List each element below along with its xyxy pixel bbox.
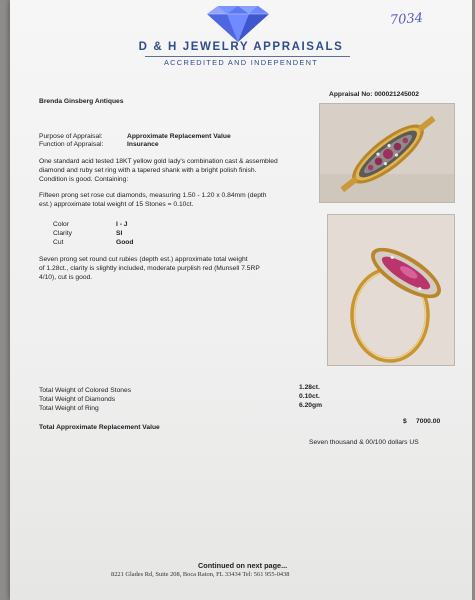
appraisal-number: Appraisal No: 000021245002	[329, 91, 419, 98]
grade-label: Clarity	[53, 230, 72, 237]
ring-top-view-image	[320, 104, 454, 202]
replacement-words: Seven thousand & 00/100 dollars US	[309, 439, 419, 446]
grade-value: SI	[116, 230, 123, 237]
rubies-line-1: Seven prong set round cut rubies (depth est.) approximate total weight	[39, 256, 248, 263]
purpose-label: Purpose of Appraisal:	[39, 133, 103, 140]
diamonds-line-1: Fifteen prong set rose cut diamonds, measuring 1.50 - 1.20 x 0.84mm (depth	[39, 192, 267, 199]
rubies-line-3: 4/10), cut is good.	[39, 274, 93, 281]
grade-label: Cut	[53, 239, 64, 246]
function-label: Function of Appraisal:	[39, 141, 104, 148]
total-value: 6.20gm	[299, 402, 323, 409]
total-label: Total Weight of Diamonds	[39, 396, 116, 403]
total-value: 0.10ct.	[299, 393, 320, 400]
diamond-logo-icon	[205, 5, 271, 43]
ring-side-view-image	[328, 215, 454, 365]
company-name: D & H JEWELRY APPRAISALS	[138, 41, 344, 53]
appraisal-document	[10, 0, 472, 600]
header-divider	[145, 56, 350, 57]
total-value: 1.28ct.	[299, 384, 320, 391]
function-value: Insurance	[127, 141, 159, 148]
description-line-2: diamond and ruby set ring with a tapered shank with a bright polish finish.	[39, 167, 257, 174]
company-tagline: ACCREDITED AND INDEPENDENT	[163, 58, 319, 67]
grade-label: Color	[53, 221, 69, 228]
description-line-3: Condition is good. Containing:	[39, 176, 129, 183]
ring-photo-side	[327, 214, 455, 366]
grade-value: I - J	[116, 221, 128, 228]
continued-note: Continued on next page...	[198, 561, 288, 570]
purpose-value: Approximate Replacement Value	[127, 133, 231, 140]
description-line-1: One standard acid tested 18KT yellow gold lady's combination cast & assembled	[39, 158, 278, 165]
replacement-amount: 7000.00	[416, 418, 441, 425]
replacement-label: Total Approximate Replacement Value	[39, 424, 160, 431]
diamonds-line-2: est.) approximate total weight of 15 Stones = 0.10ct.	[39, 201, 194, 208]
client-name: Brenda Ginsberg Antiques	[39, 98, 124, 105]
footer-address: 8221 Glades Rd, Suite 208, Boca Raton, FL 33434 Tel: 561 955-0438	[111, 571, 290, 578]
total-label: Total Weight of Colored Stones	[39, 387, 132, 394]
grade-value: Good	[116, 239, 134, 246]
ring-photo-top	[319, 103, 455, 203]
currency-symbol: $	[403, 418, 407, 425]
handwritten-number: 7034	[389, 10, 424, 29]
rubies-line-2: of 1.28ct., clarity is slightly included, moderate purplish red (Munsell 7.5RP	[39, 265, 260, 272]
total-label: Total Weight of Ring	[39, 405, 99, 412]
